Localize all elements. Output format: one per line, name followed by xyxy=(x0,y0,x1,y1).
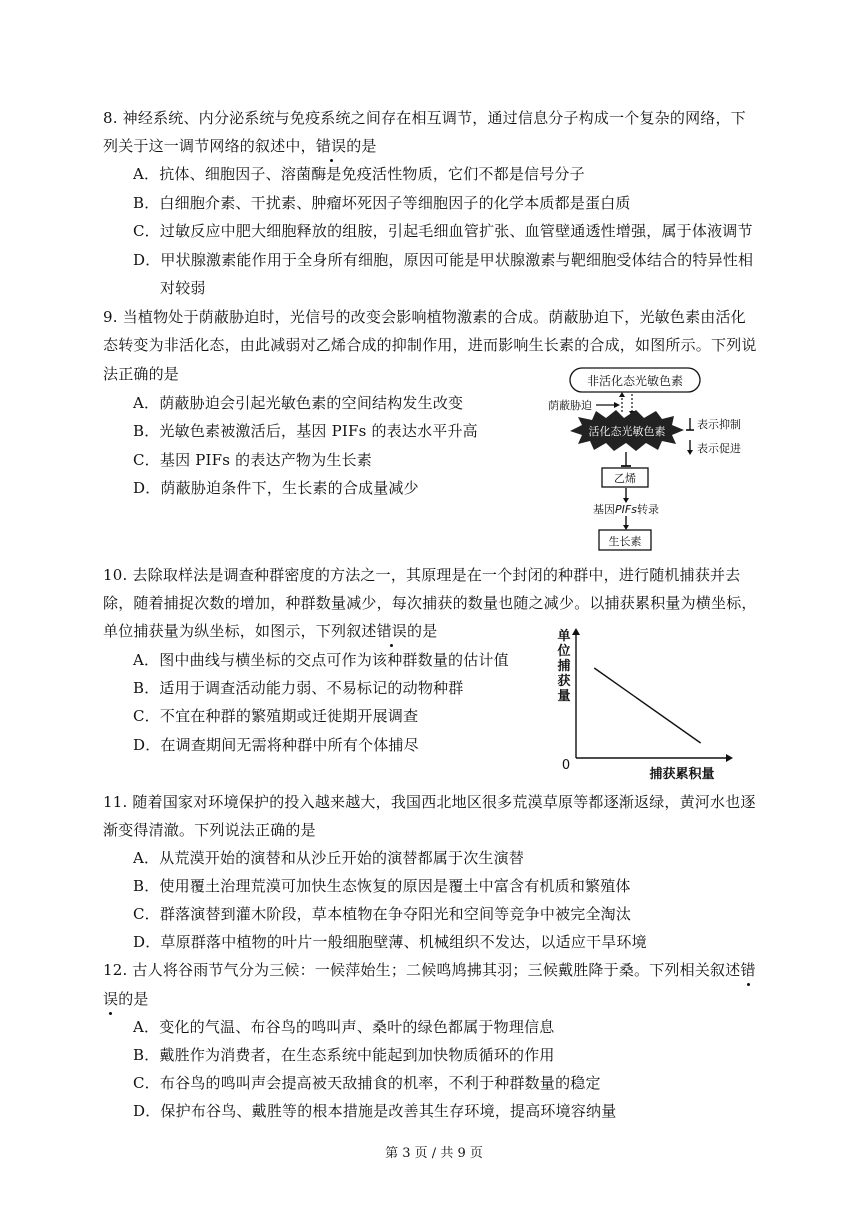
q11-stem-line2: 渐变得清澈。下列说法正确的是 xyxy=(103,821,316,839)
q11-stem-line1: 11. 随着国家对环境保护的投入越来越大，我国西北地区很多荒漠草原等都逐渐返绿，黄河水也逐 xyxy=(103,793,756,811)
q9-option-b: B．光敏色素被激活后，基因 PIFs 的表达水平升高 xyxy=(133,422,478,440)
chart-series xyxy=(594,668,700,743)
chart-origin-label: 0 xyxy=(561,758,571,773)
q12-option-d: D．保护布谷鸟、戴胜等的根本措施是改善其生存环境，提高环境容纳量 xyxy=(133,1102,617,1120)
ethylene-label: 乙烯 xyxy=(614,472,636,485)
q12-stem-end: 的是 xyxy=(118,990,149,1008)
q8-option-c: C．过敏反应中肥大细胞释放的组胺，引起毛细血管扩张、血管壁通透性增强，属于体液调节 xyxy=(133,222,753,240)
q11-option-b: B．使用覆土治理荒漠可加快生态恢复的原因是覆土中富含有机质和繁殖体 xyxy=(133,877,631,895)
q10-emphasis: 错误 xyxy=(376,622,408,640)
page-footer: 第 3 页 / 共 9 页 xyxy=(385,1146,483,1161)
transcription-label: 基因PIFs转录 xyxy=(593,503,659,516)
q9-option-c: C．基因 PIFs 的表达产物为生长素 xyxy=(133,451,372,469)
q10-stem-line2: 除，随着捕捉次数的增加，种群数量减少，每次捕获的数量也随之减少。以捕获累积量为横坐标， xyxy=(103,594,757,612)
active-phytochrome-label: 活化态光敏色素 xyxy=(588,425,666,438)
q10-stem-line3 xyxy=(103,621,437,641)
q12-stem-line2 xyxy=(103,989,149,1009)
q10-option-c: C．不宜在种群的繁殖期或迁徙期开展调查 xyxy=(133,707,419,725)
q10-stem-line1: 10. 去除取样法是调查种群密度的方法之一，其原理是在一个封闭的种群中，进行随机捕获并去 xyxy=(103,566,741,584)
q8-stem-line2 xyxy=(103,136,377,156)
q9-stem-line2: 态转变为非活化态，由此减弱对乙烯合成的抑制作用，进而影响生长素的合成，如图所示。下列说 xyxy=(103,336,757,354)
auxin-label: 生长素 xyxy=(608,535,642,548)
q8-option-d-line1: D．甲状腺激素能作用于全身所有细胞，原因可能是甲状腺激素与靶细胞受体结合的特异性相 xyxy=(133,251,754,269)
legend-promote-label: 表示促进 xyxy=(697,442,741,455)
q9-option-d: D．荫蔽胁迫条件下，生长素的合成量减少 xyxy=(133,479,419,497)
inactive-phytochrome-label: 非活化态光敏色素 xyxy=(586,374,684,388)
q11-option-d: D．草原群落中植物的叶片一般细胞壁薄、机械组织不发达，以适应干旱环境 xyxy=(133,933,647,951)
q11-option-c: C．群落演替到灌木阶段，草本植物在争夺阳光和空间等竞争中被完全淘汰 xyxy=(133,905,632,923)
chart-ylabel: 单位捕获量 xyxy=(557,629,571,704)
q10-option-a: A．图中曲线与横坐标的交点可作为该种群数量的估计值 xyxy=(133,651,509,669)
q8-stem-line1: 8. 神经系统、内分泌系统与免疫系统之间存在相互调节，通过信息分子构成一个复杂的网络，下 xyxy=(103,109,746,127)
q8-option-d-line2: 对较弱 xyxy=(160,279,206,297)
q8-option-a: A．抗体、细胞因子、溶菌酶是免疫活性物质，它们不都是信号分子 xyxy=(133,165,585,183)
chart-xlabel: 捕获累积量 xyxy=(649,767,715,782)
q8-stem-text: 列关于这一调节网络的叙述中， xyxy=(103,137,316,155)
phytochrome-diagram xyxy=(540,362,770,554)
q12-emphasis-2: 误 xyxy=(103,990,119,1008)
removal-sampling-chart xyxy=(540,625,740,785)
q8-emphasis: 错误 xyxy=(315,137,347,155)
legend-inhibit-label: 表示抑制 xyxy=(697,418,741,431)
q12-option-a: A．变化的气温、布谷鸟的鸣叫声、桑叶的绿色都属于物理信息 xyxy=(133,1018,555,1036)
q10-option-b: B．适用于调查活动能力弱、不易标记的动物种群 xyxy=(133,679,464,697)
q12-emphasis-1: 错 xyxy=(740,961,756,979)
q9-option-a: A．荫蔽胁迫会引起光敏色素的空间结构发生改变 xyxy=(133,394,464,412)
q9-stem-line3: 法正确的是 xyxy=(103,365,180,383)
q10-stem-text: 单位捕获量为纵坐标，如图示，下列叙述 xyxy=(103,622,377,640)
q12-option-c: C．布谷鸟的鸣叫声会提高被天敌捕食的机率，不利于种群数量的稳定 xyxy=(133,1074,601,1092)
q9-stem-line1: 9. 当植物处于荫蔽胁迫时，光信号的改变会影响植物激素的合成。荫蔽胁迫下，光敏色素由活化 xyxy=(103,308,746,326)
q12-option-b: B．戴胜作为消费者，在生态系统中能起到加快物质循环的作用 xyxy=(133,1046,555,1064)
q12-stem-line1 xyxy=(103,960,756,980)
shade-stress-label: 荫蔽胁迫 xyxy=(548,399,592,412)
q8-stem-end: 的是 xyxy=(346,137,377,155)
q11-option-a: A．从荒漠开始的演替和从沙丘开始的演替都属于次生演替 xyxy=(133,849,525,867)
q8-option-b: B．白细胞介素、干扰素、肿瘤坏死因子等细胞因子的化学本质都是蛋白质 xyxy=(133,194,631,212)
q10-stem-end: 的是 xyxy=(407,622,438,640)
chart-series-line-0 xyxy=(594,668,700,743)
q12-stem-text: 12. 古人将谷雨节气分为三候：一候萍始生；二候鸣鸠拂其羽；三候戴胜降于桑。下列相关叙述 xyxy=(103,961,741,979)
q10-option-d: D．在调查期间无需将种群中所有个体捕尽 xyxy=(133,736,419,754)
